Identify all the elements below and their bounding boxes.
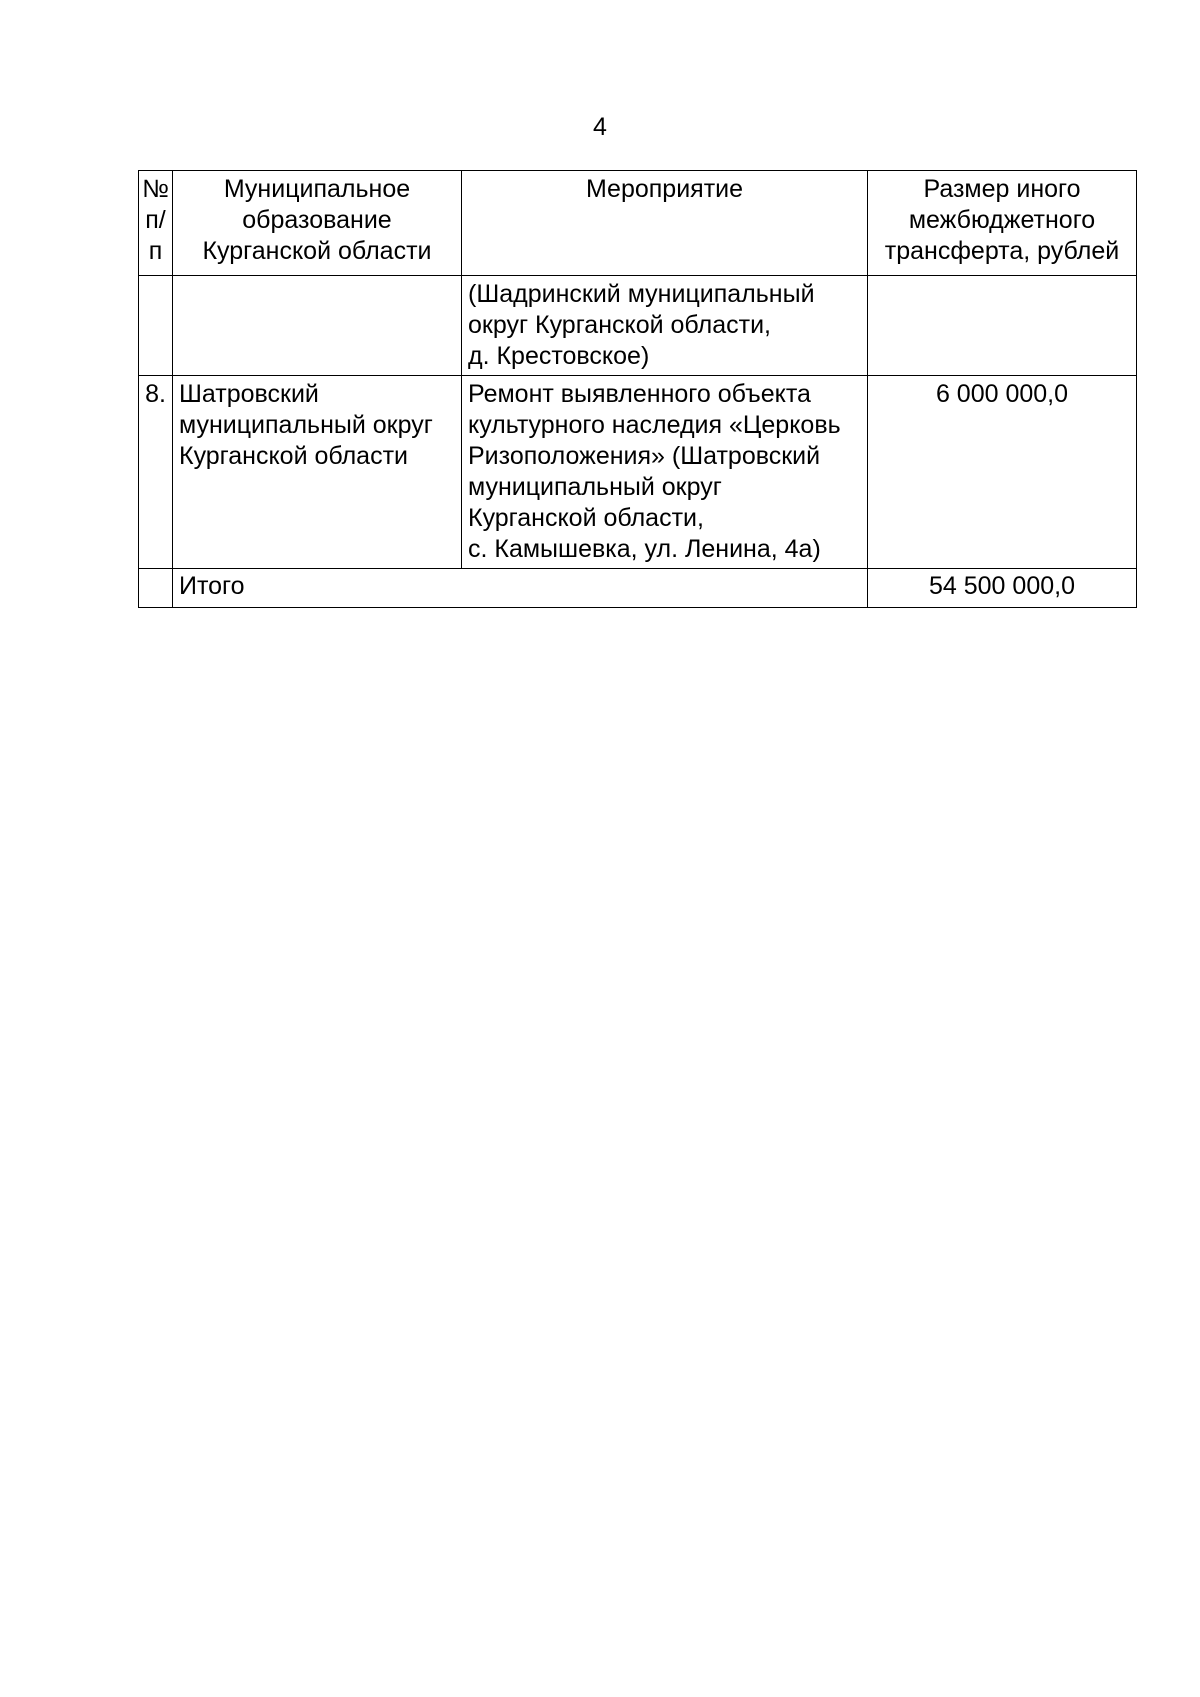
table-row xyxy=(139,376,1137,569)
table-header-row xyxy=(139,171,1137,276)
header-number-line: № xyxy=(142,175,169,203)
cell-municipality xyxy=(173,276,462,376)
header-amount-line: трансферта, рублей xyxy=(884,237,1120,265)
cell-event-line: д. Крестовское) xyxy=(468,342,650,370)
cell-amount xyxy=(868,276,1137,376)
header-amount-line: Размер иного xyxy=(923,175,1081,203)
cell-municipality-line: Шатровский xyxy=(179,380,319,408)
table-row xyxy=(139,276,1137,376)
cell-number xyxy=(139,276,173,376)
cell-event-line: Ризоположения» (Шатровский xyxy=(468,442,821,470)
header-municipality-line: образование xyxy=(242,206,392,234)
cell-municipality-line: муниципальный округ xyxy=(179,411,433,439)
cell-event-line: (Шадринский муниципальный xyxy=(468,280,815,308)
cell-number: 8. xyxy=(139,376,173,569)
transfers-table xyxy=(138,170,1137,608)
header-amount xyxy=(868,171,1137,276)
cell-number xyxy=(139,569,173,608)
cell-event xyxy=(462,276,868,376)
cell-event-line: муниципальный округ xyxy=(468,473,722,501)
cell-municipality xyxy=(173,376,462,569)
header-municipality-line: Курганской области xyxy=(202,237,432,265)
page-number: 4 xyxy=(593,113,607,141)
total-amount: 54 500 000,0 xyxy=(868,569,1137,608)
cell-event-line: Курганской области, xyxy=(468,504,704,532)
cell-event-line: культурного наследия «Церковь xyxy=(468,411,841,439)
total-label: Итого xyxy=(173,569,868,608)
header-municipality-line: Муниципальное xyxy=(223,175,411,203)
header-event-line: Мероприятие xyxy=(585,175,744,203)
header-number-line: п/п xyxy=(145,206,166,265)
cell-event-line: с. Камышевка, ул. Ленина, 4а) xyxy=(468,535,821,563)
cell-event-line: округ Курганской области, xyxy=(468,311,771,339)
header-number xyxy=(139,171,173,276)
header-amount-line: межбюджетного xyxy=(908,206,1096,234)
cell-amount: 6 000 000,0 xyxy=(868,376,1137,569)
header-event xyxy=(462,171,868,276)
cell-municipality-line: Курганской области xyxy=(179,442,409,470)
cell-event-line: Ремонт выявленного объекта xyxy=(468,380,811,408)
header-municipality xyxy=(173,171,462,276)
cell-event xyxy=(462,376,868,569)
table-total-row xyxy=(139,569,1137,608)
